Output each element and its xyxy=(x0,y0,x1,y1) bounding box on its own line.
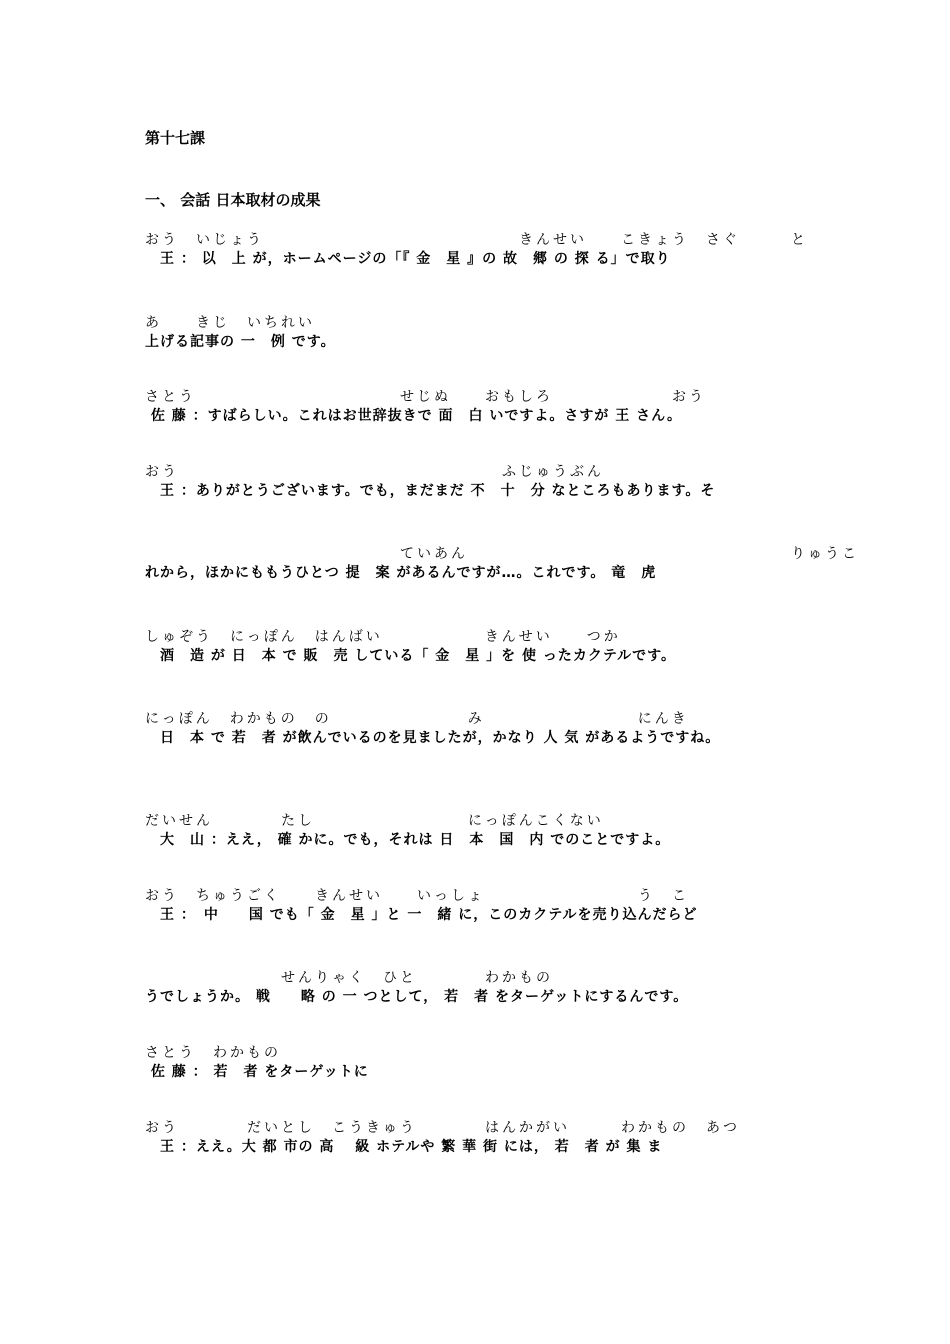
furigana-line: にっぽん わかもの の み にんき xyxy=(145,711,689,727)
dialogue-line: れから，ほかにももうひとつ 提 案 があるんですが…。これです。 竜 虎 xyxy=(145,565,657,581)
furigana-line: おう だいとし こうきゅう はんかがい わかもの あつ xyxy=(145,1120,740,1136)
furigana-line: おう いじょう きんせい こきょう さぐ と xyxy=(145,232,808,248)
furigana-line: さとう わかもの xyxy=(145,1045,281,1061)
section-heading: 一、 会話 日本取材の成果 xyxy=(145,191,321,209)
dialogue-line: 上げる記事の 一 例 です。 xyxy=(145,334,336,350)
furigana-line: せんりゃく ひと わかもの xyxy=(145,970,553,986)
lesson-title: 第十七課 xyxy=(145,129,206,147)
furigana-line: さとう せじぬ おもしろ おう xyxy=(145,389,706,405)
dialogue-line: 王 ： 中 国 でも「 金 星 」と 一 緒 に，このカクテルを売り込んだらど xyxy=(145,907,698,923)
furigana-line: しゅぞう にっぽん はんばい きんせい つか xyxy=(145,629,621,645)
dialogue-line: 王 ：ありがとうございます。でも，まだまだ 不 十 分 なところもあります。そ xyxy=(145,483,716,499)
furigana-line: ていあん りゅうこ xyxy=(145,546,859,562)
dialogue-line: 酒 造 が 日 本 で 販 売 している「 金 星 」を 使 ったカクテルです。 xyxy=(145,648,677,664)
dialogue-line: うでしょうか。 戦 略 の 一 つとして， 若 者 をターゲットにするんです。 xyxy=(145,989,689,1005)
dialogue-line: 王 ： 以 上 が，ホームページの「『 金 星 』の 故 郷 の 探 る」で取り xyxy=(145,251,671,267)
furigana-line: おう ふじゅうぶん xyxy=(145,464,604,480)
dialogue-line: 日 本 で 若 者 が飲んでいるのを見ましたが，かなり 人 気 があるようですね。 xyxy=(145,730,721,746)
dialogue-line: 佐 藤 ： 若 者 をターゲットに xyxy=(145,1064,369,1080)
dialogue-line: 大 山 ：ええ， 確 かに。でも，それは 日 本 国 内 でのことですよ。 xyxy=(145,832,671,848)
dialogue-line: 佐 藤 ：すばらしい。これはお世辞抜きで 面 白 いですよ。さすが 王 さん。 xyxy=(145,408,682,424)
furigana-line: おう ちゅうごく きんせい いっしょ う こ xyxy=(145,888,689,904)
furigana-line: あ きじ いちれい xyxy=(145,315,315,331)
dialogue-line: 王 ：ええ。大 都 市の 高 級 ホテルや 繁 華 街 には， 若 者 が 集 ま xyxy=(145,1139,663,1155)
furigana-line: だいせん たし にっぽんこくない xyxy=(145,813,604,829)
